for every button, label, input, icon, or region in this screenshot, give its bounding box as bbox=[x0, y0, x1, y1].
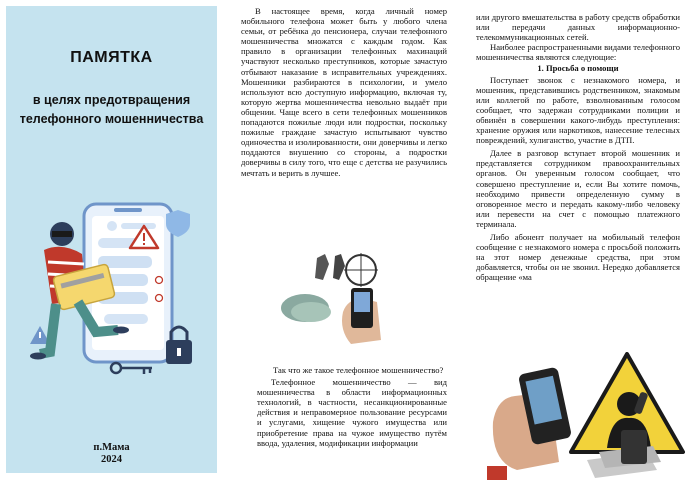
cover-author-line1: п.Мама bbox=[93, 442, 130, 453]
cover-title: ПАМЯТКА bbox=[70, 49, 153, 66]
caller-warning-photo bbox=[487, 352, 685, 480]
types-text-block bbox=[476, 12, 680, 282]
help-request-paragraph-3: Либо абонент получает на мобильный телефон сообщение с незнакомого номера с просьбой положить на этот номер денежные средства, при этом добавляется, чтобы он не звонил. Нередко добавляется обращение «ма bbox=[476, 231, 680, 283]
right-panel bbox=[458, 0, 687, 486]
intro-text-block bbox=[241, 6, 447, 178]
types-intro-paragraph: Наиболее распространенными видами телефонного мошенничества являются следующие: bbox=[476, 42, 680, 63]
help-request-paragraph-2: Далее в разговор вступает второй мошенник и представляется сотрудником правоохранительных органов. Он уверенным голосом сообщает, что совершено преступление и, если Вы хотите помочь, необходимо привести определенную сумму в оговоренное место и передать какому-либо человеку или перевести на счет с помощью платежного терминала. bbox=[476, 148, 680, 229]
cover-author bbox=[6, 442, 217, 466]
cover-author-year: 2024 bbox=[101, 454, 122, 465]
definition-paragraph: Телефонное мошенничество — вид мошенничества в области информационных технологий, в частности, несанкционированные действия и неправомерное пользование ресурсами и услугами, хищение чужого имущества или приобретение права на чужое имущество путём ввода, удаления, модификации информации bbox=[257, 377, 447, 448]
continuation-paragraph: или другого вмешательства в работу средств обработки или передачи данных информационно-телекоммуникационных сетей. bbox=[476, 12, 680, 43]
phone-money-photo bbox=[277, 250, 405, 348]
thief-illustration bbox=[26, 202, 211, 378]
cover-background bbox=[6, 6, 217, 473]
section-heading-help-request: 1. Просьба о помощи bbox=[537, 63, 619, 74]
cover-subtitle: в целях предотвращения телефонного мошенничества bbox=[19, 93, 204, 126]
question-paragraph: Так что же такое телефонное мошенничество? bbox=[273, 365, 444, 375]
intro-paragraph: В настоящее время, когда личный номер мобильного телефона может быть у любого члена семьи, от ребёнка до пенсионера, случаи телефонного мошенничества множатся с каждым годом. Как правило в организации телефонных махинаций участвуют несколько преступников, которые зачастую отбывают наказание в исправительных учреждениях. Мошенники разбираются в психологии, и умело используют всю доступную информацию, включая ту, которую жертва мошенничества невольно выдаёт при общении. Чаще всего в сети телефонных мошенников попадаются пожилые люди или подростки, поскольку пожилые граждане зачастую испытывают чувство одиночества и изолированности, они доверчивы и легко поддаются внушению со стороны, а подростки доверчивы в силу того, что еще с детства не разучились мечтать и верить в лучшее. bbox=[241, 6, 447, 178]
help-request-paragraph-1: Поступает звонок с незнакомого номера, и мошенник, представившись родственником, знакомым или коллегой по работе, взволнованным голосом сообщает, что задержан сотрудниками полиции и обвинён в совершении какого-либудь преступления: хранение оружия или наркотиков, нанесение телесных повреждений, хулиганство, участие в ДТП. bbox=[476, 74, 680, 146]
middle-panel bbox=[229, 0, 458, 486]
cover-panel bbox=[0, 0, 229, 486]
definition-text-block bbox=[257, 365, 447, 448]
